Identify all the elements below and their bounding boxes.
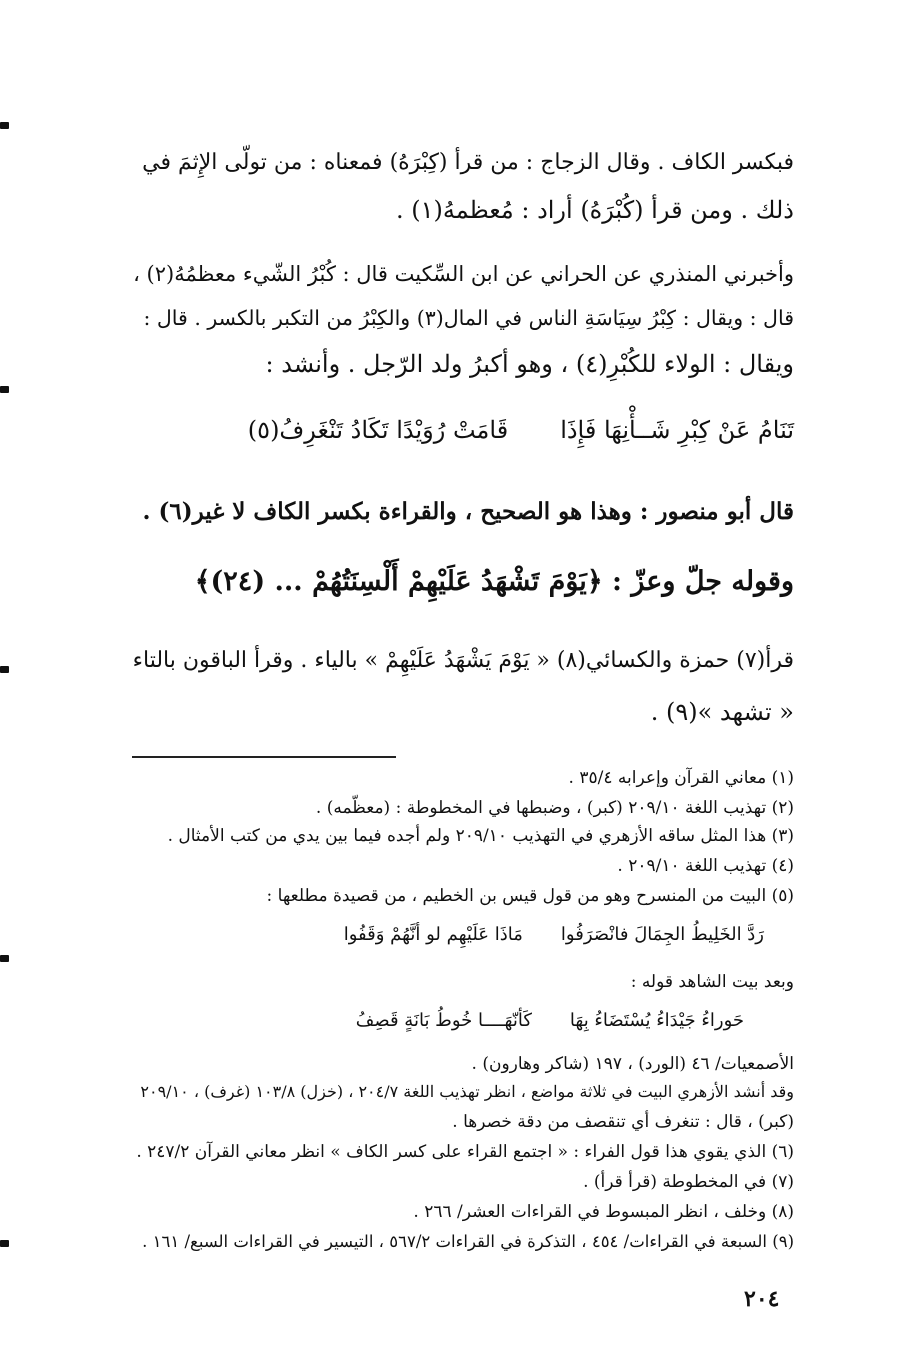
margin-mark xyxy=(0,1240,9,1247)
verse-first-hemistich: رَدَّ الخَلِيطُ الجِمَالَ فانْصَرَفُوا xyxy=(560,924,764,945)
footnote: وقد أنشد الأزهري البيت في ثلاثة مواضع ، انظر تهذيب اللغة ٢٠٤/٧ ، (خزل) ١٠٣/٨ (غرف) ، ٢٠٩/١٠ xyxy=(140,1082,794,1101)
footnote: (كبر) ، قال : تنغرف أي تنقصف من دقة خصرها . xyxy=(452,1112,794,1132)
footnote: (٦) الذي يقوي هذا قول الفراء : « اجتمع القراء على كسر الكاف » انظر معاني القرآن ٢٤٧/٢ . xyxy=(136,1142,794,1162)
verse-first-hemistich: حَوراءُ جَيْدَاءُ يُسْتَضَاءُ بِهَا xyxy=(569,1010,744,1031)
quran-verse-line: وقوله جلّ وعزّ : ﴿يَوْمَ تَشْهَدُ عَلَيْهِمْ أَلْسِنَتُهُمْ ... (٢٤)﴾ xyxy=(194,566,794,597)
body-line: ويقال : الولاء للكُبْرِ(٤) ، وهو أكبرُ ولد الرّجل . وأنشد : xyxy=(265,350,794,378)
footnote-verse xyxy=(84,1010,744,1031)
body-line: قال : ويقال : كِبْرُ سِيَاسَةِ الناس في المال(٣) والكِبْرُ من التكبر بالكسر . قال : xyxy=(143,306,794,330)
footnote: (٥) البيت من المنسرح وهو من قول قيس بن الخطيم ، من قصيدة مطلعها : xyxy=(266,886,794,906)
margin-mark xyxy=(0,386,9,393)
verse-line xyxy=(134,416,794,444)
verse-second-hemistich: كَأنّهَــــا خُوطُ بَانَةٍ قَصِفُ xyxy=(355,1010,532,1031)
verse-first-hemistich: تَنَامُ عَنْ كِبْرِ شَــأْنِهَا فَإِذَا xyxy=(560,416,794,444)
footnote: الأصمعيات/ ٤٦ (الورد) ، ١٩٧ (شاكر وهارون) . xyxy=(471,1054,794,1074)
margin-mark xyxy=(0,955,9,962)
footnote: (٧) في المخطوطة (قرأ قرأ) . xyxy=(583,1172,794,1192)
body-line: قال أبو منصور : وهذا هو الصحيح ، والقراءة بكسر الكاف لا غير(٦) . xyxy=(142,498,794,525)
verse-second-hemistich: قَامَتْ رُوَيْدًا تَكَادُ تَنْغَرِفُ(٥) xyxy=(247,416,509,444)
margin-mark xyxy=(0,666,9,673)
footnote-verse xyxy=(104,924,764,945)
footnote: (٢) تهذيب اللغة ٢٠٩/١٠ (كبر) ، وضبطها في المخطوطة : (معظّمه) . xyxy=(315,798,794,818)
page-number: ٢٠٤ xyxy=(744,1286,780,1312)
footnote: وبعد بيت الشاهد قوله : xyxy=(630,972,794,992)
footnote: (٨) وخلف ، انظر المبسوط في القراءات العشر/ ٢٦٦ . xyxy=(413,1202,794,1222)
margin-mark xyxy=(0,122,9,129)
footnote: (١) معاني القرآن وإعرابه ٣٥/٤ . xyxy=(568,768,794,788)
body-line: فبكسر الكاف . وقال الزجاج : من قرأ (كِبْرَهُ) فمعناه : من تولّى الإِثمَ في xyxy=(142,150,794,175)
footnote: (٣) هذا المثل ساقه الأزهري في التهذيب ٢٠٩/١٠ ولم أجده فيما بين يدي من كتب الأمثال . xyxy=(167,826,794,846)
body-line: وأخبرني المنذري عن الحراني عن ابن السِّكيت قال : كُبْرُ الشّيء معظمُهُ(٢) ، xyxy=(133,262,794,286)
footnote-separator xyxy=(132,756,396,758)
footnote: (٤) تهذيب اللغة ٢٠٩/١٠ . xyxy=(617,856,794,876)
footnote: (٩) السبعة في القراءات/ ٤٥٤ ، التذكرة في القراءات ٥٦٧/٢ ، التيسير في القراءات السبع/ ١٦١ . xyxy=(142,1232,794,1251)
verse-second-hemistich: مَاذَا عَلَيْهِم لو أنَّهُمْ وَقَفُوا xyxy=(343,924,523,945)
body-line: « تشهد »(٩) . xyxy=(650,698,794,726)
body-line: قرأ(٧) حمزة والكسائي(٨) « يَوْمَ يَشْهَدُ عَلَيْهِمْ » بالياء . وقرأ الباقون بالتاء xyxy=(132,648,794,673)
body-line: ذلك . ومن قرأ (كُبْرَهُ) أراد : مُعظمهُ(١) . xyxy=(395,196,794,224)
